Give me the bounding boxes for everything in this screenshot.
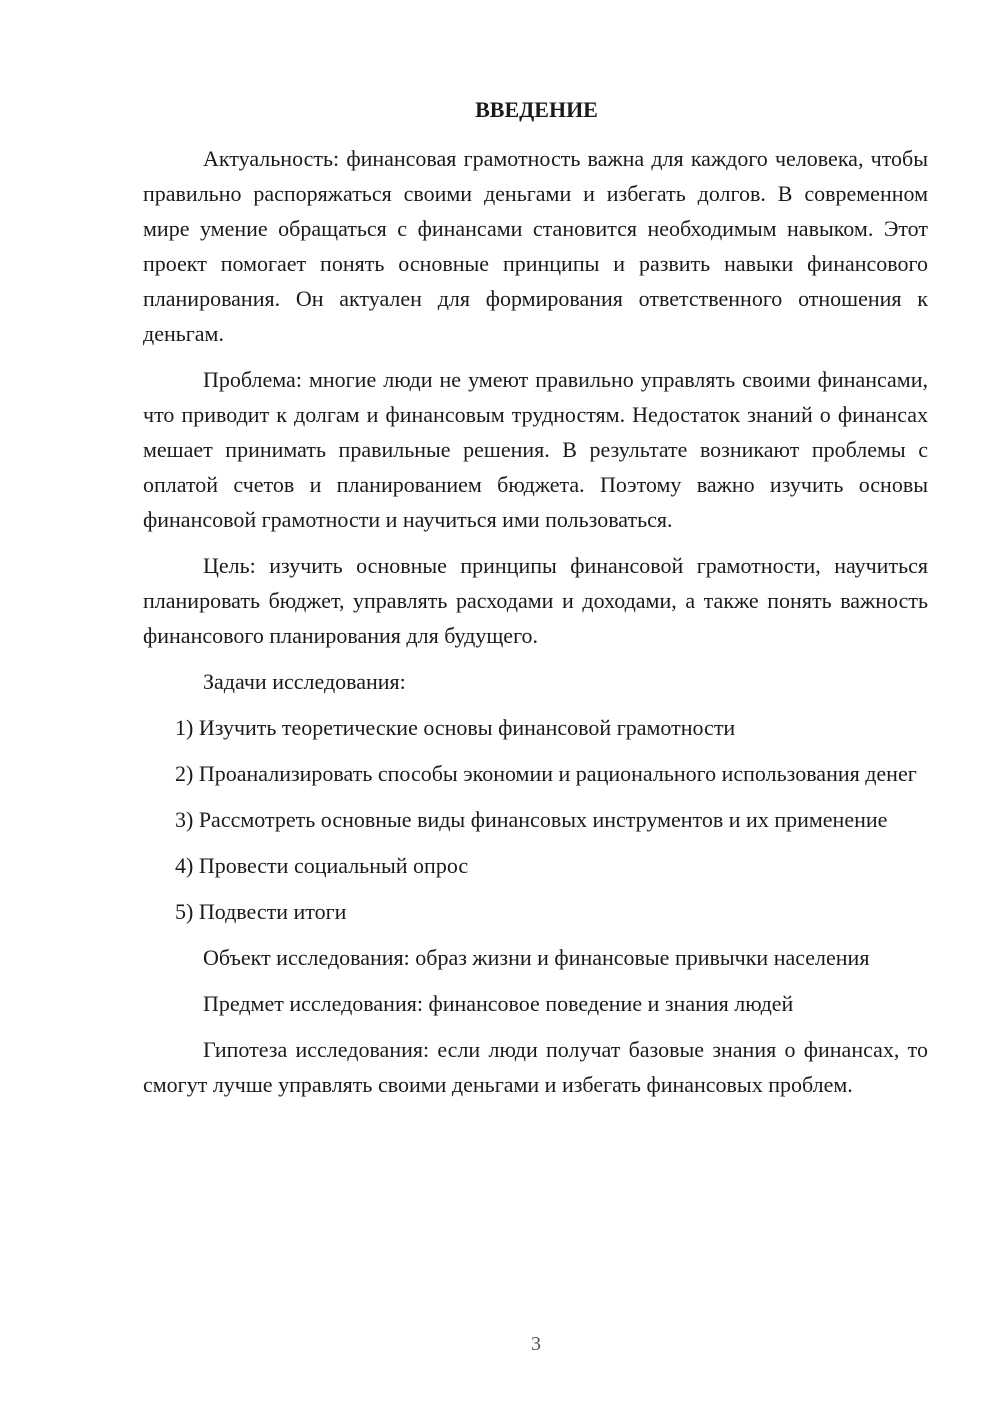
tasks-heading: Задачи исследования: — [203, 669, 406, 694]
page-number: 3 — [531, 1333, 541, 1355]
task-item-2: 2) Проанализировать способы экономии и рационального использования денег — [175, 761, 917, 786]
paragraph-problem: Проблема: многие люди не умеют правильно управлять своими финансами, что приводит к долгам и финансовым трудностям. Недостаток знаний о финансах мешает принимать правильные решения. В результате возникают проблемы с оплатой счетов и планированием бюджета. Поэтому важно изучить основы финансовой грамотности и научиться ими пользоваться. — [143, 367, 928, 532]
task-item-3: 3) Рассмотреть основные виды финансовых инструментов и их применение — [175, 807, 888, 832]
paragraph-subject: Предмет исследования: финансовое поведение и знания людей — [203, 991, 794, 1016]
section-title: ВВЕДЕНИЕ — [475, 97, 598, 122]
task-item-5: 5) Подвести итоги — [175, 899, 347, 924]
paragraph-goal: Цель: изучить основные принципы финансовой грамотности, научиться планировать бюджет, управлять расходами и доходами, а также понять важность финансового планирования для будущего. — [143, 553, 928, 648]
paragraph-hypothesis: Гипотеза исследования: если люди получат базовые знания о финансах, то смогут лучше управлять своими деньгами и избегать финансовых проблем. — [143, 1037, 928, 1097]
paragraph-object: Объект исследования: образ жизни и финансовые привычки населения — [203, 945, 870, 970]
task-item-4: 4) Провести социальный опрос — [175, 853, 469, 878]
task-item-1: 1) Изучить теоретические основы финансовой грамотности — [175, 715, 736, 740]
document-page — [143, 92, 928, 1102]
paragraph-relevance: Актуальность: финансовая грамотность важна для каждого человека, чтобы правильно распоряжаться своими деньгами и избегать долгов. В современном мире умение обращаться с финансами становится необходимым навыком. Этот проект помогает понять основные принципы и развить навыки финансового планирования. Он актуален для формирования ответственного отношения к деньгам. — [143, 146, 928, 346]
